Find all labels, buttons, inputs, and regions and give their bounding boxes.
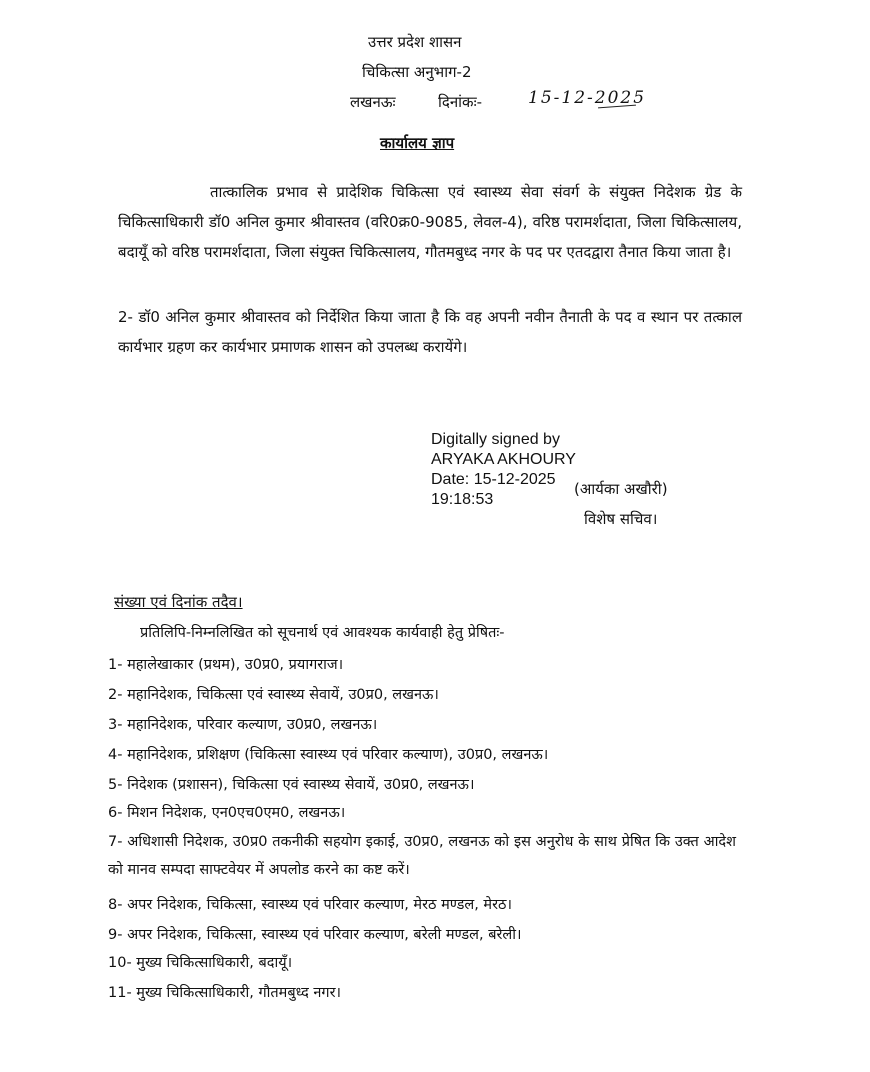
copy-list-item: 7- अधिशासी निदेशक, उ0प्र0 तकनीकी सहयोग इकाई, उ0प्र0, लखनऊ को इस अनुरोध के साथ प्रेषित कि उक्त आदेश को मानव सम्पदा साफ्टवेयर में अपलोड करने का कष्ट करें। xyxy=(108,834,736,878)
signature-line-2: ARYAKA AKHOURY xyxy=(431,451,576,468)
copy-list-item: 3- महानिदेशक, परिवार कल्याण, उ0प्र0, लखनऊ। xyxy=(108,717,378,733)
signature-line-4: 19:18:53 xyxy=(431,491,494,508)
handwritten-date: 15-12-2025 xyxy=(528,88,647,108)
copy-list-item: 5- निदेशक (प्रशासन), चिकित्सा एवं स्वास्थ्य सेवायें, उ0प्र0, लखनऊ। xyxy=(108,777,475,793)
paragraph-1: तात्कालिक प्रभाव से प्रादेशिक चिकित्सा एवं स्वास्थ्य सेवा संवर्ग के संयुक्त निदेशक ग्रेड के चिकित्साधिकारी डॉ0 अनिल कुमार श्रीवास्तव (वरि0क्र0-9085, लेवल-4), वरिष्ठ परामर्शदाता, जिला चिकित्सालय, बदायूँ को वरिष्ठ परामर्शदाता, जिला संयुक्त चिकित्सालय, गौतमबुध्द नगर के पद पर एतदद्वारा तैनात किया जाता है। xyxy=(118,183,742,261)
signatory-designation: विशेष सचिव। xyxy=(584,510,658,528)
header-line-2: चिकित्सा अनुभाग-2 xyxy=(362,63,472,81)
copy-list-item: 6- मिशन निदेशक, एन0एच0एम0, लखनऊ। xyxy=(108,805,346,821)
copy-list-item: 8- अपर निदेशक, चिकित्सा, स्वास्थ्य एवं परिवार कल्याण, मेरठ मण्डल, मेरठ। xyxy=(108,897,512,913)
copy-intro: प्रतिलिपि-निम्नलिखित को सूचनार्थ एवं आवश्यक कार्यवाही हेतु प्रेषितः- xyxy=(140,625,505,641)
copy-list-item: 1- महालेखाकार (प्रथम), उ0प्र0, प्रयागराज। xyxy=(108,657,344,673)
header-line-1: उत्तर प्रदेश शासन xyxy=(368,33,462,51)
copy-list-item: 11- मुख्य चिकित्साधिकारी, गौतमबुध्द नगर। xyxy=(108,985,342,1001)
copy-heading: संख्या एवं दिनांक तदैव। xyxy=(114,593,243,611)
signature-line-1: Digitally signed by xyxy=(431,431,560,448)
signature-line-3: Date: 15-12-2025 xyxy=(431,471,556,488)
copy-list-item: 2- महानिदेशक, चिकित्सा एवं स्वास्थ्य सेवायें, उ0प्र0, लखनऊ। xyxy=(108,687,439,703)
copy-list-item: 10- मुख्य चिकित्साधिकारी, बदायूँ। xyxy=(108,955,293,971)
header-date-label: दिनांकः- xyxy=(438,93,483,111)
header-place: लखनऊः xyxy=(350,93,396,111)
copy-list-item: 4- महानिदेशक, प्रशिक्षण (चिकित्सा स्वास्थ्य एवं परिवार कल्याण), उ0प्र0, लखनऊ। xyxy=(108,747,549,763)
copy-list-item: 9- अपर निदेशक, चिकित्सा, स्वास्थ्य एवं परिवार कल्याण, बरेली मण्डल, बरेली। xyxy=(108,927,522,943)
signatory-name: (आर्यका अखौरी) xyxy=(574,480,668,498)
paragraph-2: 2- डॉ0 अनिल कुमार श्रीवास्तव को निर्देशित किया जाता है कि वह अपनी नवीन तैनाती के पद व स्थान पर तत्काल कार्यभार ग्रहण कर कार्यभार प्रमाणक शासन को उपलब्ध करायेंगे। xyxy=(118,308,742,356)
document-title: कार्यालय ज्ञाप xyxy=(380,134,455,152)
